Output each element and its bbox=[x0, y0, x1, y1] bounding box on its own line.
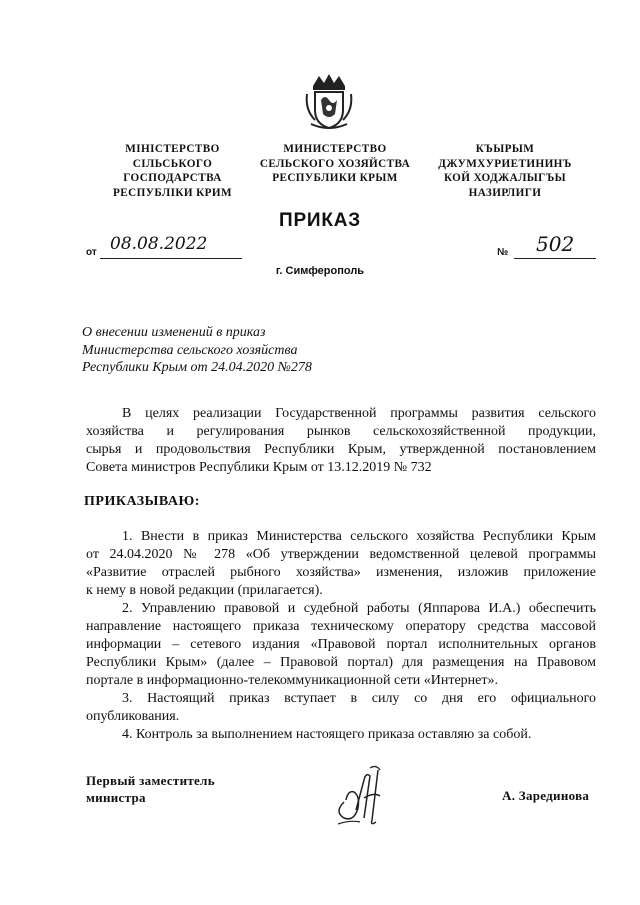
date-value: 08.08.2022 bbox=[110, 234, 208, 254]
item-line: информации – сетевого издания «Правовой портал исполнительных органов bbox=[86, 637, 596, 652]
preamble bbox=[86, 405, 596, 477]
item-line: направление настоящего приказа техническому оператору средства массовой bbox=[86, 619, 596, 634]
order-heading: ПРИКАЗЫВАЮ: bbox=[84, 494, 200, 509]
order-item-2 bbox=[86, 600, 596, 690]
order-item-1 bbox=[86, 528, 596, 600]
item-line: портале в информационно-телекоммуникационной сети «Интернет». bbox=[86, 673, 498, 688]
item-line: от 24.04.2020 № 278 «Об утверждении ведомственной целевой программы bbox=[86, 547, 596, 562]
number-prefix: № bbox=[497, 247, 509, 258]
header-left-line: МІНІСТЕРСТВО bbox=[125, 143, 220, 155]
header-right-line: НАЗИРЛИГИ bbox=[468, 186, 542, 199]
subject-line: Республики Крым от 24.04.2020 №278 bbox=[82, 360, 312, 375]
header-left-line: РЕСПУБЛІКИ КРИМ bbox=[113, 186, 232, 199]
header-right-line: ДЖУМХУРИЕТИНИНЪ bbox=[438, 157, 572, 170]
header-right-line: КЪЫРЫМ bbox=[475, 143, 535, 155]
date-prefix: от bbox=[86, 247, 97, 258]
subject bbox=[82, 324, 312, 377]
date-field bbox=[100, 236, 242, 259]
city: г. Симферополь bbox=[275, 265, 365, 277]
header-center-line: РЕСПУБЛИКИ КРЫМ bbox=[272, 172, 398, 184]
order-items bbox=[86, 528, 596, 744]
header-ukrainian-ministry-name bbox=[105, 142, 240, 200]
number-field bbox=[514, 232, 596, 259]
signatory-position-line: Первый заместитель bbox=[86, 773, 215, 788]
number-value: 502 bbox=[536, 232, 575, 256]
subject-line: Министерства сельского хозяйства bbox=[82, 342, 298, 358]
handwritten-signature bbox=[330, 762, 402, 828]
item-line: к нему в новой редакции (прилагается). bbox=[86, 583, 323, 598]
header-right-line: КОЙ ХОДЖАЛЫГЪЫ bbox=[443, 172, 567, 184]
document-title: ПРИКАЗ bbox=[278, 210, 361, 231]
item-line: опубликования. bbox=[86, 709, 180, 724]
preamble-line: сырья и продовольствия Республики Крым, утвержденной постановлением bbox=[86, 442, 596, 457]
header-center-line: МИНИСТЕРСТВО bbox=[283, 143, 387, 155]
header-center-line: СЕЛЬСКОГО ХОЗЯЙСТВА bbox=[259, 157, 411, 170]
item-line: «Развитие отраслей рыбного хозяйства» изменения, изложив приложение bbox=[86, 565, 596, 580]
header-left-line: ГОСПОДАРСТВА bbox=[123, 172, 222, 184]
subject-line: О внесении изменений в приказ bbox=[82, 325, 266, 340]
crimea-coat-of-arms-emblem bbox=[303, 70, 355, 132]
item-line: Республики Крым» (далее – Правовой портал) для размещения на Правовом bbox=[86, 655, 596, 670]
header-left-line: СІЛЬСЬКОГО bbox=[132, 157, 213, 170]
signatory-position-line: министра bbox=[86, 790, 146, 805]
preamble-line: хозяйства и регулирования рынков сельскохозяйственной продукции, bbox=[86, 424, 596, 439]
item-line: 4. Контроль за выполнением настоящего приказа оставляю за собой. bbox=[122, 727, 532, 742]
order-item-4 bbox=[86, 726, 596, 744]
header-russian-ministry-name bbox=[250, 142, 420, 186]
item-line: 2. Управлению правовой и судебной работы (Яппарова И.А.) обеспечить bbox=[122, 601, 596, 616]
item-line: 3. Настоящий приказ вступает в силу со дня его официального bbox=[122, 691, 596, 706]
preamble-line: В целях реализации Государственной программы развития сельского bbox=[122, 406, 596, 421]
preamble-line: Совета министров Республики Крым от 13.12.2019 № 732 bbox=[86, 460, 432, 475]
order-item-3 bbox=[86, 690, 596, 726]
signatory-name: А. Зарединова bbox=[502, 788, 590, 803]
header-crimean-tatar-ministry-name bbox=[420, 142, 590, 200]
signatory-position bbox=[86, 772, 215, 806]
item-line: 1. Внести в приказ Министерства сельского хозяйства Республики Крым bbox=[122, 529, 596, 544]
